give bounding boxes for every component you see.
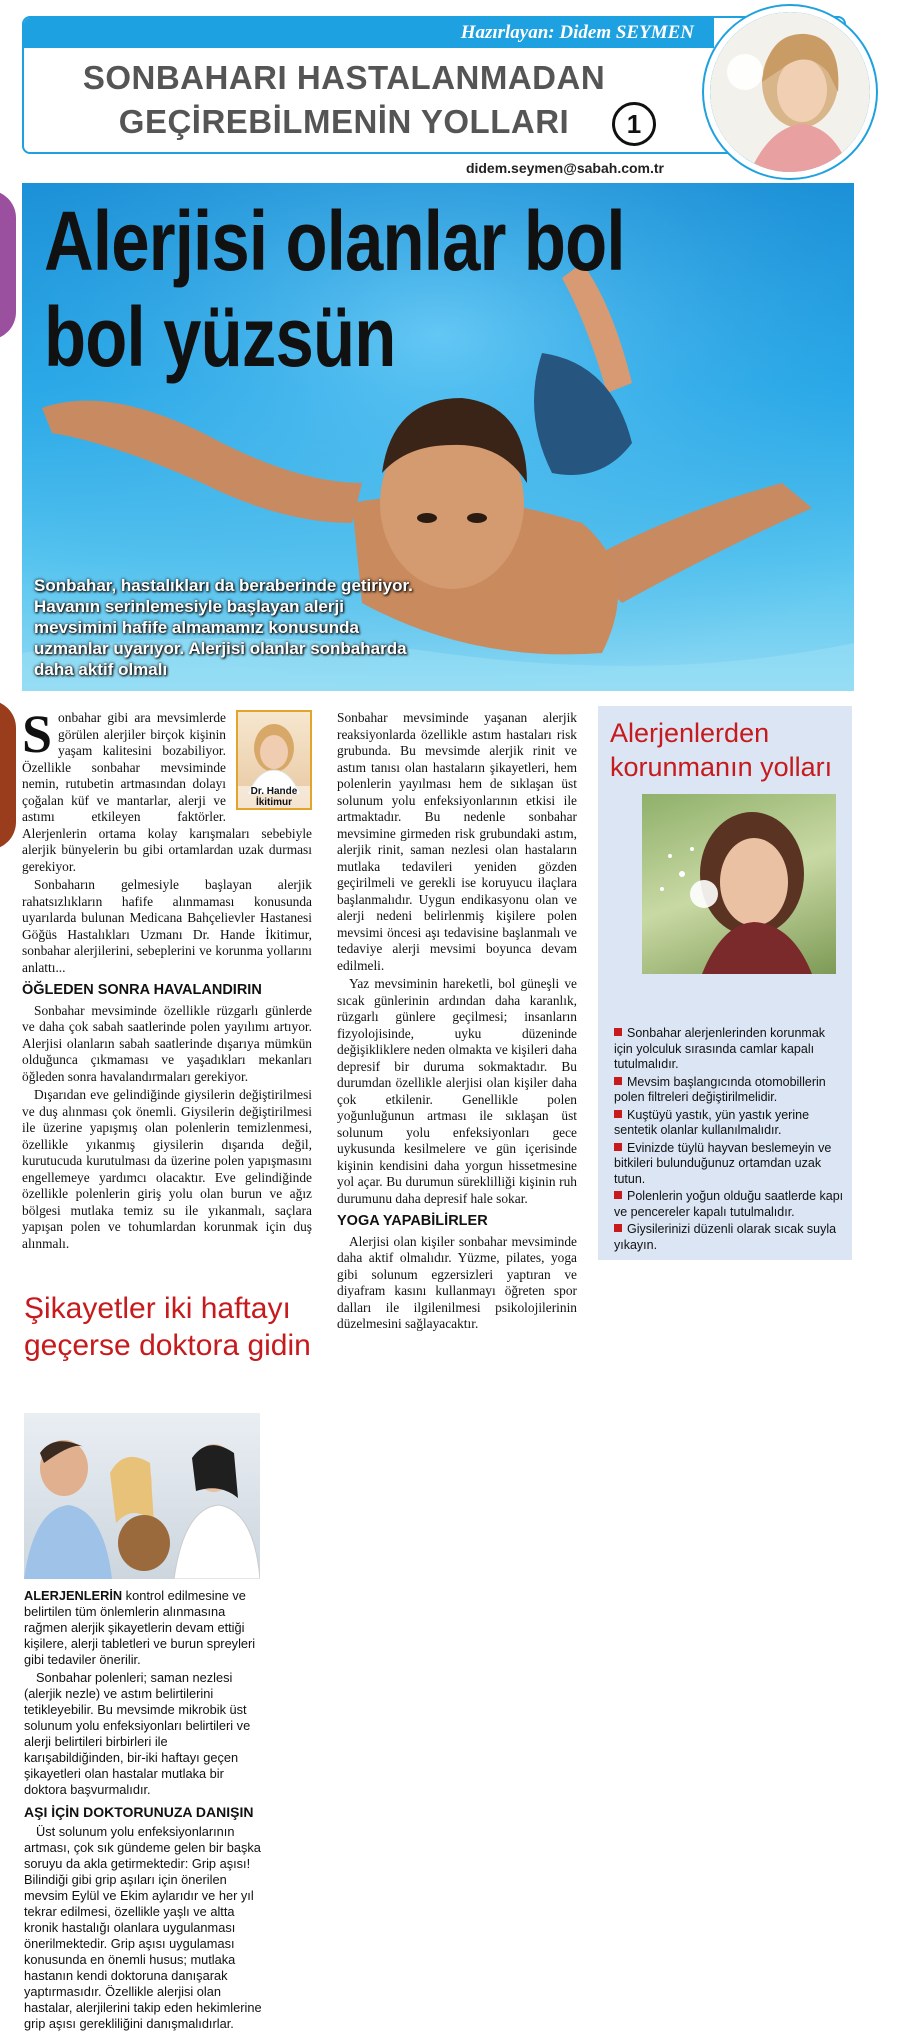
headline: Alerjisi olanlar bol bol yüzsün [44, 194, 625, 384]
subheading: YOGA YAPABİLİRLER [337, 1213, 488, 1229]
decorative-side-arc [0, 700, 16, 850]
subheading: ÖĞLEDEN SONRA HAVALANDIRIN [22, 982, 262, 998]
tip-item: Giysilerinizi düzenli olarak sıcak suyla yıkayın. [614, 1222, 837, 1252]
article-paragraph: Üst solunum yolu enfeksiyonlarının artması, çok sık gündeme gelen bir başka soruyu da akla getirmektedir: Grip aşısı! Bilindiği gibi grip aşıları için önerilen mevsim Eylül ve Ekim aylarıdır ve her yıl tekrar edilmesi, özellikle yaşlı ve altta kronik hastalığı olanlara uygulanması önerilmektedir. Grip aşısı uygulaması konusunda en önemli husus; mutlaka hastanın kendi doktoruna danışarak yaptırmasıdır. Özellikle alerjisi olan hastalar, alerjilerini takip eden hekimlerine grip aşısı gerekliliğini danışmalıdırlar. [24, 1824, 262, 2031]
article-paragraph: Sonbahar gibi ara mevsimlerde görülen alerjiler birçok kişinin yaşam kalitesini bozabiliyor. Özellikle sonbahar mevsiminde nemin, rutubetin artmasından dolayı çoğalan küf ve mantarlar, alerji ve astımı etkileyen faktörler. Alerjenlerin ortama kolay karışmaları sebebiyle alerjik bünyelerin bu gibi ortamlardan uzak durması gerekiyor. [22, 704, 312, 874]
article-paragraph: Sonbahar mevsiminde yaşanan alerjik reaksiyonlarda özellikle astım hastaları risk grubunda. Bu mevsimde alerjik rinit ve astım tanısı olan hastaların şikayetleri, hem polenlerin yayılması hem de sıklaşan üst solunum yolu enfeksiyonlarının etkisi ile artmaktadır. Bu nedenle sonbahar mevsimine girmeden risk grubundaki astım, alerjik rinit, saman nezlesi olan hastaların mutlaka tedavileri yeniden gözden geçirilmeli ve gerekli ise koruyucu ilaçlara başlanmalıdır. Uygun endikasyonu olan ve alerji nedeni belirlenmiş kişilere polen mevsimi öncesi aşı tedavisine başlanmalı ve tedaviye alerji mevsimi boyunca devam edilmeli. [337, 710, 577, 973]
sidebar-photo [642, 794, 836, 974]
byline-bar [24, 18, 714, 48]
tip-item: Polenlerin yoğun olduğu saatlerde kapı ve pencereler kapalı tutulmalıdır. [614, 1189, 844, 1219]
bullet-square-icon [614, 1028, 622, 1036]
article-column-2 [337, 710, 577, 1335]
woman-blowing-dandelion-image [642, 794, 836, 974]
series-header [22, 16, 846, 154]
article-column-1 [22, 704, 312, 1254]
tip-item: Kuştüyü yastık, yün yastık yerine sentetik olanlar kullanılmalıdır. [614, 1107, 810, 1137]
article-paragraph: Sonbaharın gelmesiyle başlayan alerjik rahatsızlıkların hafife alınmaması konusunda uyarılarda bulunan Medicana Bahçelievler Hastanesi Göğüs Hastalıkları Uzmanı Dr. Hande İkitimur, sonbahar alerjilerini, sebeplerini ve korunma yollarını anlattı... [22, 877, 312, 975]
second-article-photo [24, 1413, 260, 1579]
second-article-body [24, 1588, 262, 2034]
author-email: didem.seymen@sabah.com.tr [465, 160, 664, 176]
doctor-photo-caption: Dr. Hande İkitimur [238, 786, 310, 808]
doctor-portrait-image [238, 712, 310, 794]
article-paragraph: Sonbahar mevsiminde özellikle rüzgarlı günlerde ve daha çok sabah saatlerinde polen yayılımı artıyor. Alerjisi olanların sabah saatlerinde dışarıya mümkün olduğunca çıkmaması ve yaşadıkları mekanları öğleden sonra havalandırmaları gerekiyor. [22, 1002, 312, 1084]
second-article-title: Şikayetler iki haftayı geçerse doktora gidin [24, 1292, 311, 1362]
hero-image [22, 183, 854, 691]
article-paragraph: Sonbahar polenleri; saman nezlesi (alerjik nezle) ve astım belirtilerini tetikleyebilir. Bu mevsimde mikrobik üst solunum yolu enfeksiyonları belirtileri ve alerji belirtileri birbirleri ile karışabildiğinden, bir-iki haftayı geçen şikayetleri olan hastalar mutlaka bir doktora başvurmalıdır. [24, 1670, 251, 1797]
author-photo [704, 6, 876, 178]
tip-item: Evinizde tüylü hayvan beslemeyin ve bitkileri bulunduğunuz ortamdan uzak tutun. [614, 1140, 832, 1186]
bullet-square-icon [614, 1191, 622, 1199]
tip-item: Sonbahar alerjenlerinden korunmak için yolculuk sırasında camlar kapalı tutulmalıdır. [614, 1026, 826, 1071]
bullet-square-icon [614, 1143, 622, 1151]
family-doctor-visit-image [24, 1413, 260, 1579]
decorative-side-arc [0, 190, 16, 340]
author-portrait-image [710, 12, 870, 172]
article-paragraph: Dışarıdan eve gelindiğinde giysilerin değiştirilmesi ve duş alınması çok önemli. Giysilerin değiştirilmesi ile üzerine yapışmış olan polenlerin temizlenmesi, özellikle yıkanmış giysilerin dışarıda değil, kurutucuda kurutulması da üzerine polen yapışmasını engellemeye yardımcı olacaktır. Eve gelindiğinde özellikle polenlerin giriş yolu olan burun ve ağız bölgesi mutlaka temiz su ile yıkanmalı, saçlara yapışan polen ve tohumlardan korunmak için duş alınmalı. [22, 1087, 312, 1251]
drop-cap: S [22, 704, 53, 764]
doctor-photo [236, 710, 312, 810]
subheading: AŞI İÇİN DOKTORUNUZA DANIŞIN [24, 1804, 254, 1820]
part-number-badge: 1 [612, 102, 656, 146]
article-paragraph: Alerjisi olan kişiler sonbahar mevsiminde daha aktif olmalıdır. Yüzme, pilates, yoga gibi solunum egzersizleri yaptıran ve diyafram kasını kullanmayı öğreten spor dalları ile ilgilenilmesi psikolojilerinin düzelmesini sağlayacaktır. [337, 1233, 577, 1331]
bullet-square-icon [614, 1110, 622, 1118]
tips-list [614, 1026, 844, 1255]
series-title: SONBAHARI HASTALANMADAN GEÇİREBİLMENİN YOLLARI [82, 59, 606, 140]
hero-caption: Sonbahar, hastalıkları da beraberinde getiriyor. Havanın serinlemesiyle başlayan alerji mevsimini hafife almamamız konusunda uzmanlar uyarıyor. Alerjisi olanlar sonbaharda daha aktif olmalı [34, 576, 413, 679]
sidebar-title: Alerjenlerden korunmanın yolları [610, 718, 833, 782]
bullet-square-icon [614, 1077, 622, 1085]
bullet-square-icon [614, 1224, 622, 1232]
article-paragraph: ALERJENLERİN kontrol edilmesine ve belirtilen tüm önlemlerin alınmasına rağmen alerjik şikayetlerin devam ettiği kişilere, alerji tabletleri ve burun spreyleri gibi tedaviler önerilir. [24, 1588, 256, 1667]
article-paragraph: Yaz mevsiminin hareketli, bol güneşli ve sıcak günlerinin ardından daha karanlık, rüzgarlı günlere geçilmesi; insanların fizyolojisinde, uyku düzeninde değişikliklere neden olmakta ve kişileri daha depresif bir duruma sokmaktadır. Bu durumdan özellikle alerjisi olan kişiler daha çok etkilenir. Genellikle polen yoğunluğunun artması ile sıklaşan üst solunum yolu enfeksiyonları gece uykusunda kesilmelere ve gün içerisinde kişinin kendisini daha yorgun hissetmesine yol açar. Bu durumun süreklilliği kişinin ruh durumunu daha depresif hale sokar. [337, 976, 577, 1206]
tips-sidebar [598, 706, 852, 1260]
tip-item: Mevsim başlangıcında otomobillerin polen filtreleri değiştirilmelidir. [614, 1074, 826, 1104]
byline: Hazırlayan: Didem SEYMEN [460, 22, 694, 43]
